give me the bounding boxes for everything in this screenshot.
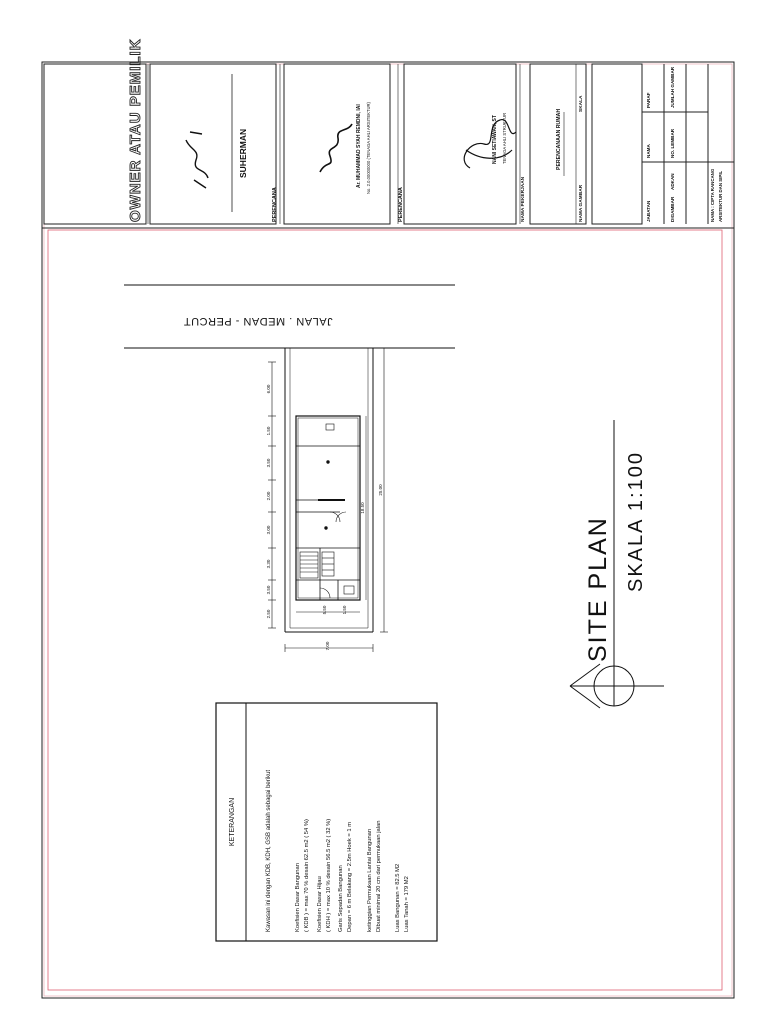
svg-text:2.50: 2.50	[266, 609, 271, 619]
engineer-detail: TENAGA AHLI STRUKTUR	[502, 112, 507, 164]
planner-label-1: PERENCANA	[272, 187, 278, 222]
drawing-name-label: NAMA GAMBAR	[579, 184, 584, 222]
notes-intro: Kawasan ini dengan KDB, KDH, GSB adalah sebagai berikut	[266, 769, 272, 932]
note-line: Koefisien Dasar Bangunan	[295, 863, 301, 932]
note-line: ( KDB ) = max 70 % desain 62.5 m2 ( 54 %)	[304, 819, 310, 932]
note-line: Dibuat minimal 20 cm dari permukaan jalan	[376, 820, 382, 932]
dimension-labels	[266, 384, 383, 650]
svg-text:1.50: 1.50	[342, 605, 347, 615]
firm-sub: ARSITEKTUR DAN SIPIL	[718, 170, 723, 222]
svg-text:7.00: 7.00	[325, 641, 330, 651]
plan-scale: SKALA 1:100	[625, 451, 647, 592]
street-label: JALAN . MEDAN - PERCUT	[183, 315, 333, 327]
svg-text:18.50: 18.50	[360, 502, 365, 514]
sheet-label: NO. LEMBAR	[670, 128, 675, 158]
engineer-name: NANI SETIAWAN, ST	[492, 115, 498, 164]
sheet-count-label: JUMLAH GAMBAR	[670, 66, 675, 108]
site-plan	[268, 348, 388, 652]
drawn-value: ADKAN	[670, 173, 675, 190]
scale-label: SKALA	[579, 95, 584, 112]
planner-signature	[320, 124, 352, 172]
note-line: Luas Tanah = 179 M2	[404, 876, 410, 932]
firm-text: NAMA : CIPTA RANCANG	[710, 168, 715, 222]
note-line: Koefisien Dasar Hijau	[317, 876, 323, 932]
project-name-label: NAMA PEKERJAAN	[521, 176, 526, 222]
drawing-area-border	[48, 230, 722, 990]
planner-name: Ar. MUHAMMAD SYAH REMDNI, IAI	[356, 104, 362, 188]
note-line: Depan = 6 m Belakang = 2.5m Hoek = 1 m	[347, 821, 353, 932]
plan-title: SITE PLAN	[584, 516, 612, 662]
svg-text:3.50: 3.50	[266, 458, 271, 468]
svg-text:25.00: 25.00	[378, 484, 383, 496]
stair	[300, 552, 334, 578]
planner-detail: No. 2.0.00000000 (TENAGA AHLI ARSITEKTUR)	[366, 102, 371, 194]
checker-label: JABATAN	[646, 200, 651, 222]
svg-text:3.30: 3.30	[266, 559, 271, 569]
sign-label: PARAF	[646, 92, 651, 108]
svg-text:3.00: 3.00	[266, 525, 271, 535]
drawn-label: DIGAMBAR	[670, 196, 675, 222]
svg-text:6.00: 6.00	[266, 384, 271, 394]
owner-name: SUHERMAN	[238, 128, 248, 178]
svg-text:3.50: 3.50	[266, 585, 271, 595]
note-line: Luas Bangunan = 82.5 M2	[395, 863, 401, 932]
note-line: ( KDH ) = max 10 % desain 56.5 m2 ( 32 %)	[326, 818, 332, 932]
planner-label-2: PERENCANA	[398, 187, 404, 222]
svg-text:5.50: 5.50	[322, 605, 327, 615]
building-footprint	[296, 416, 360, 600]
note-line: Garis Sepadan Bangunan	[338, 865, 344, 932]
svg-text:2.00: 2.00	[266, 491, 271, 501]
name-label: NAMA	[646, 144, 651, 158]
svg-text:1.50: 1.50	[266, 426, 271, 436]
engineer-signature	[464, 120, 516, 168]
project-name: PERENCANAAN RUMAH	[556, 108, 562, 170]
notes-heading: KETERANGAN	[229, 797, 236, 847]
owner-signature	[186, 132, 208, 188]
owner-heading: OWNER ATAU PEMILIK	[127, 38, 144, 222]
notes-lines	[295, 819, 410, 932]
title-block	[42, 64, 734, 228]
note-line: ketinggian Permukaan Lantai Bangunan	[367, 828, 373, 932]
